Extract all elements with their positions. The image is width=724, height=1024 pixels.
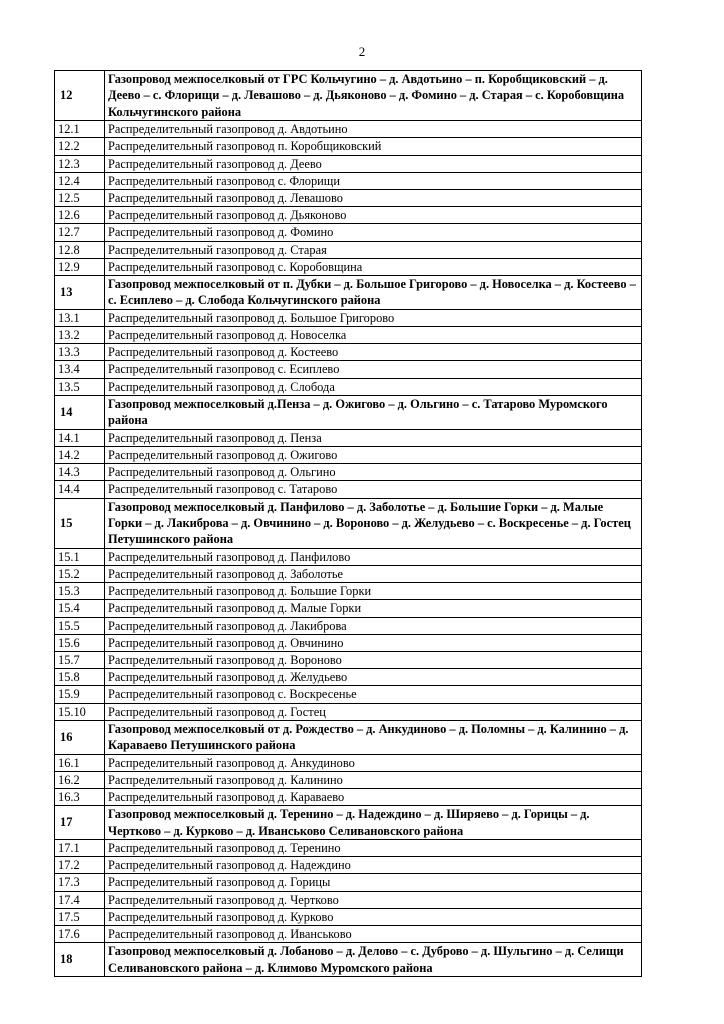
item-number: 15.1 [55, 548, 105, 565]
item-number: 15.10 [55, 703, 105, 720]
item-number: 12.3 [55, 155, 105, 172]
table-row [55, 788, 642, 805]
section-row [55, 720, 642, 754]
section-row [55, 395, 642, 429]
item-name: Распределительный газопровод с. Воскресенье [105, 686, 642, 703]
table-row [55, 429, 642, 446]
table-row [55, 378, 642, 395]
item-name: Распределительный газопровод д. Курково [105, 908, 642, 925]
item-name: Распределительный газопровод д. Левашово [105, 190, 642, 207]
page-number: 2 [358, 44, 366, 59]
item-name: Распределительный газопровод с. Есиплево [105, 361, 642, 378]
item-number: 15.4 [55, 600, 105, 617]
table-row [55, 839, 642, 856]
table-row [55, 548, 642, 565]
item-name: Распределительный газопровод д. Малые Горки [105, 600, 642, 617]
item-name: Распределительный газопровод д. Панфилово [105, 548, 642, 565]
table-row [55, 754, 642, 771]
item-name: Распределительный газопровод с. Флорищи [105, 172, 642, 189]
item-number: 17.3 [55, 874, 105, 891]
section-number: 14 [55, 395, 105, 429]
section-number: 18 [55, 943, 105, 977]
item-name: Распределительный газопровод п. Коробщиковский [105, 138, 642, 155]
item-number: 15.6 [55, 634, 105, 651]
item-name: Распределительный газопровод д. Калинино [105, 771, 642, 788]
item-number: 12.8 [55, 241, 105, 258]
item-name: Распределительный газопровод д. Деево [105, 155, 642, 172]
item-number: 13.5 [55, 378, 105, 395]
table-row [55, 891, 642, 908]
table-row [55, 241, 642, 258]
item-number: 17.1 [55, 839, 105, 856]
item-number: 15.3 [55, 583, 105, 600]
item-name: Распределительный газопровод д. Заболотье [105, 565, 642, 582]
table-row [55, 344, 642, 361]
table-row [55, 600, 642, 617]
item-number: 12.2 [55, 138, 105, 155]
table-row [55, 361, 642, 378]
section-title: Газопровод межпоселковый от д. Рождество – д. Анкудиново – д. Поломны – д. Калинино – д. Караваево Петушинского района [105, 720, 642, 754]
table-row [55, 926, 642, 943]
table-row [55, 224, 642, 241]
item-number: 14.3 [55, 464, 105, 481]
item-name: Распределительный газопровод д. Горицы [105, 874, 642, 891]
item-number: 12.1 [55, 121, 105, 138]
item-number: 16.2 [55, 771, 105, 788]
item-name: Распределительный газопровод д. Надеждино [105, 857, 642, 874]
item-name: Распределительный газопровод д. Вороново [105, 651, 642, 668]
section-row [55, 276, 642, 310]
gas-pipeline-table [54, 70, 642, 977]
item-name: Распределительный газопровод д. Дьяконово [105, 207, 642, 224]
table-row [55, 172, 642, 189]
item-number: 15.8 [55, 669, 105, 686]
table-row [55, 634, 642, 651]
section-title: Газопровод межпоселковый д.Пенза – д. Ожигово – д. Ольгино – с. Татарово Муромского района [105, 395, 642, 429]
item-number: 12.5 [55, 190, 105, 207]
item-number: 15.2 [55, 565, 105, 582]
table-body [55, 71, 642, 977]
item-number: 13.2 [55, 327, 105, 344]
item-name: Распределительный газопровод д. Новоселка [105, 327, 642, 344]
table-row [55, 874, 642, 891]
item-number: 16.3 [55, 788, 105, 805]
table-row [55, 771, 642, 788]
section-number: 16 [55, 720, 105, 754]
section-row [55, 806, 642, 840]
item-name: Распределительный газопровод д. Старая [105, 241, 642, 258]
section-title: Газопровод межпоселковый д. Панфилово – д. Заболотье – д. Большие Горки – д. Малые Горки – д. Лакиброва – д. Овчинино – д. Вороново – д. Желудьево – с. Воскресенье – д. Гостец Петушинского района [105, 498, 642, 548]
table-row [55, 481, 642, 498]
table-row [55, 121, 642, 138]
item-number: 12.6 [55, 207, 105, 224]
item-number: 13.3 [55, 344, 105, 361]
section-row [55, 943, 642, 977]
item-name: Распределительный газопровод д. Пенза [105, 429, 642, 446]
item-name: Распределительный газопровод д. Чертково [105, 891, 642, 908]
table-row [55, 669, 642, 686]
item-number: 12.4 [55, 172, 105, 189]
item-number: 13.1 [55, 309, 105, 326]
table-row [55, 464, 642, 481]
item-name: Распределительный газопровод д. Большое Григорово [105, 309, 642, 326]
section-title: Газопровод межпоселковый от п. Дубки – д. Большое Григорово – д. Новоселка – д. Костеево – с. Есиплево – д. Слобода Кольчугинского района [105, 276, 642, 310]
item-number: 16.1 [55, 754, 105, 771]
item-name: Распределительный газопровод д. Иванськово [105, 926, 642, 943]
section-title: Газопровод межпоселковый от ГРС Кольчугино – д. Авдотьино – п. Коробщиковский – д. Деево – с. Флорищи – д. Левашово – д. Дьяконово – д. Фомино – д. Старая – с. Коробовщина Кольчугинского района [105, 71, 642, 121]
section-number: 15 [55, 498, 105, 548]
item-name: Распределительный газопровод д. Анкудиново [105, 754, 642, 771]
item-name: Распределительный газопровод д. Лакиброва [105, 617, 642, 634]
item-name: Распределительный газопровод д. Теренино [105, 839, 642, 856]
table-row [55, 565, 642, 582]
item-name: Распределительный газопровод с. Коробовщина [105, 258, 642, 275]
item-name: Распределительный газопровод д. Фомино [105, 224, 642, 241]
table-row [55, 138, 642, 155]
item-name: Распределительный газопровод д. Ожигово [105, 446, 642, 463]
item-number: 12.7 [55, 224, 105, 241]
item-number: 17.4 [55, 891, 105, 908]
item-name: Распределительный газопровод д. Ольгино [105, 464, 642, 481]
item-number: 14.1 [55, 429, 105, 446]
item-number: 14.4 [55, 481, 105, 498]
item-name: Распределительный газопровод д. Костеево [105, 344, 642, 361]
table-row [55, 155, 642, 172]
section-number: 12 [55, 71, 105, 121]
table-row [55, 651, 642, 668]
item-name: Распределительный газопровод д. Большие Горки [105, 583, 642, 600]
item-name: Распределительный газопровод д. Желудьево [105, 669, 642, 686]
table-row [55, 617, 642, 634]
item-number: 15.9 [55, 686, 105, 703]
table-row [55, 207, 642, 224]
table-row [55, 258, 642, 275]
table-row [55, 686, 642, 703]
item-number: 17.2 [55, 857, 105, 874]
item-number: 17.5 [55, 908, 105, 925]
table-row [55, 908, 642, 925]
section-row [55, 498, 642, 548]
item-number: 12.9 [55, 258, 105, 275]
section-row [55, 71, 642, 121]
item-name: Распределительный газопровод д. Слобода [105, 378, 642, 395]
item-name: Распределительный газопровод д. Овчинино [105, 634, 642, 651]
item-name: Распределительный газопровод с. Татарово [105, 481, 642, 498]
item-number: 15.7 [55, 651, 105, 668]
item-name: Распределительный газопровод д. Авдотьино [105, 121, 642, 138]
section-title: Газопровод межпоселковый д. Лобаново – д. Делово – с. Дуброво – д. Шульгино – д. Селищи Селивановского района – д. Климово Муромского района [105, 943, 642, 977]
item-number: 17.6 [55, 926, 105, 943]
section-number: 13 [55, 276, 105, 310]
table-row [55, 446, 642, 463]
item-name: Распределительный газопровод д. Караваево [105, 788, 642, 805]
table-row [55, 703, 642, 720]
table-row [55, 327, 642, 344]
table-row [55, 583, 642, 600]
item-number: 13.4 [55, 361, 105, 378]
item-number: 15.5 [55, 617, 105, 634]
item-number: 14.2 [55, 446, 105, 463]
table-row [55, 190, 642, 207]
section-number: 17 [55, 806, 105, 840]
item-name: Распределительный газопровод д. Гостец [105, 703, 642, 720]
section-title: Газопровод межпоселковый д. Теренино – д. Надеждино – д. Ширяево – д. Горицы – д. Чертково – д. Курково – д. Иванськово Селивановского района [105, 806, 642, 840]
table-row [55, 309, 642, 326]
table-row [55, 857, 642, 874]
